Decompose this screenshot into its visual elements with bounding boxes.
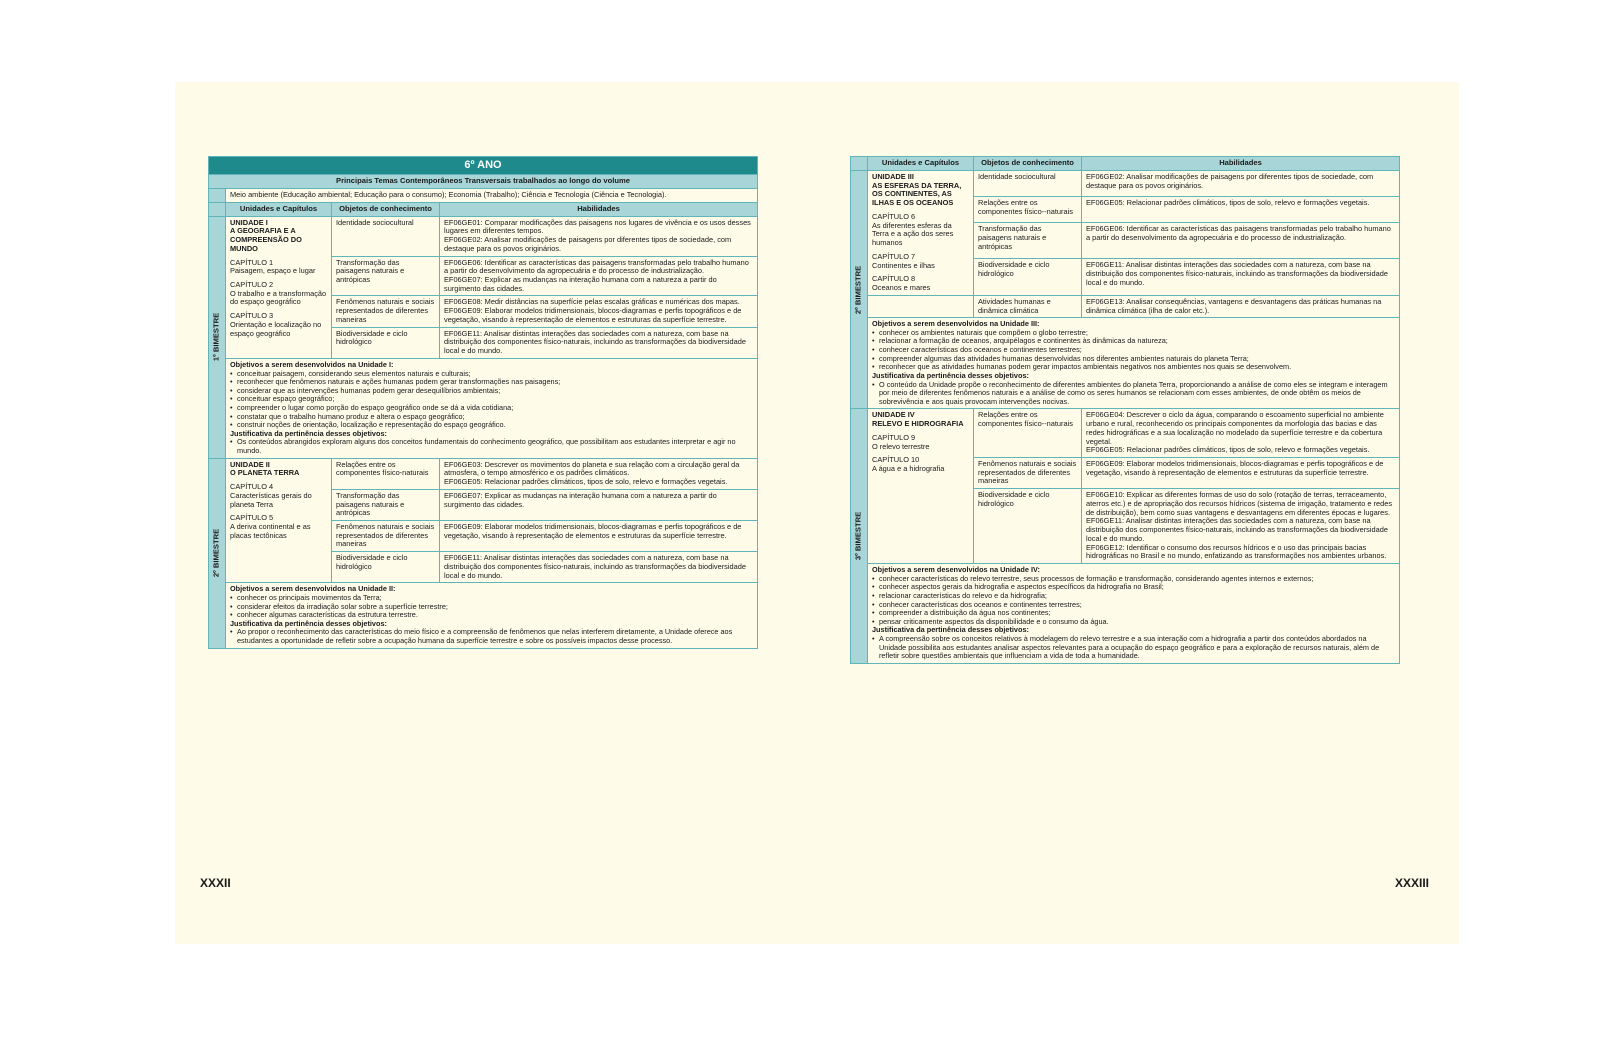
skill-text: EF06GE11: Analisar distintas interações das sociedades com a natureza, com base na distribuição dos componentes físico-naturais, incluindo as transformações da biodiversidade local e do mundo. xyxy=(444,328,746,356)
chapter-label: CAPÍTULO 2 xyxy=(230,280,274,290)
object-cell: Biodiversidade e ciclo hidrológico xyxy=(974,489,1082,564)
object-cell: Identidade sociocultural xyxy=(974,170,1082,196)
unit-name: RELEVO E HIDROGRAFIA xyxy=(872,419,964,429)
skill-text: EF06GE07: Explicar as mudanças na interação humana com a natureza a partir do surgimento das cidades. xyxy=(444,275,717,293)
chapter-name: Características gerais do planeta Terra xyxy=(230,490,312,509)
objectives-block xyxy=(868,564,1400,664)
objectives-list xyxy=(872,329,1395,372)
unit-cell-empty xyxy=(868,295,974,317)
unit-cell xyxy=(226,458,332,583)
objectives-title: Objetivos a serem desenvolvidos na Unidade II: xyxy=(230,584,396,594)
object-cell: Atividades humanas e dinâmica climática xyxy=(974,295,1082,317)
objective-item: • conhecer características dos oceanos e continentes terrestres; xyxy=(879,346,1395,355)
justification-text: • O conteúdo da Unidade propõe o reconhecimento de diferentes ambientes do planeta Terra, proporcionando a análise de como eles se integram e interagem por meio de diferentes fenômenos naturais e a análise de como os seres humanos se relacionam com esses ambientes, de onde obtêm os meios de sobrevivência e aos quais provocam intervenções nocivas. xyxy=(879,381,1395,407)
unit-name: AS ESFERAS DA TERRA, OS CONTINENTES, AS ILHAS E OS OCEANOS xyxy=(872,180,962,208)
objective-item: • conceituar espaço geográfico; xyxy=(237,395,753,404)
objectives-list xyxy=(230,594,753,620)
bimester-label xyxy=(209,458,226,648)
objective-item: • reconhecer que as atividades humanas podem gerar impactos ambientais negativos nos ambientes nos quais se desenvolvem. xyxy=(879,363,1395,372)
col-header-skills: Habilidades xyxy=(440,202,758,216)
justification-text: • Ao propor o reconhecimento das características do meio físico e a compreensão de fenômenos que nelas interferem diretamente, a Unidade oferece aos estudantes a oportunidade de refletir sobre a ocupação humana da superfície terrestre e sobre os possíveis impactos desse processo. xyxy=(237,628,753,645)
chapter-name: O relevo terrestre xyxy=(872,441,930,451)
bimester-text: 2º BIMESTRE xyxy=(211,528,221,578)
object-cell: Identidade sociocultural xyxy=(332,216,440,256)
objectives-title: Objetivos a serem desenvolvidos na Unidade I: xyxy=(230,359,394,369)
chapter-name: A deriva continental e as placas tectônicas xyxy=(230,522,311,540)
skill-text: EF06GE05: Relacionar padrões climáticos, tipos de solo, relevo e formações vegetais. xyxy=(1086,198,1370,208)
chapter-label: CAPÍTULO 8 xyxy=(872,274,916,284)
skills-cell xyxy=(440,256,758,296)
skill-text: EF06GE05: Relacionar padrões climáticos, tipos de solo, relevo e formações vegetais. xyxy=(1086,445,1370,455)
bimester-label xyxy=(209,216,226,458)
grade-title: 6º ANO xyxy=(209,157,758,175)
skill-text: EF06GE02: Analisar modificações de paisagens por diferentes tipos de sociedade, com destaque para os povos originários. xyxy=(1086,171,1374,190)
chapter-name: Paisagem, espaço e lugar xyxy=(230,266,316,276)
skill-text: EF06GE08: Medir distâncias na superfície pelas escalas gráficas e numéricas dos mapas. xyxy=(444,297,740,307)
skill-text: EF06GE04: Descrever o ciclo da água, comparando o escoamento superficial no ambiente urbano e rural, reconhecendo os principais componentes da morfologia das bacias e das redes hidrográficas e a sua localização no modelado da superfície terrestre e da cobertura vegetal. xyxy=(1086,410,1384,446)
object-cell: Transformação das paisagens naturais e antrópicas xyxy=(974,223,1082,259)
unit-title: UNIDADE III xyxy=(872,171,914,181)
skills-cell xyxy=(440,296,758,327)
chapter-label: CAPÍTULO 9 xyxy=(872,432,916,442)
objective-item: • compreender o lugar como porção do espaço geográfico onde se dá a vida cotidiana; xyxy=(237,404,753,413)
skill-text: EF06GE02: Analisar modificações de paisagens por diferentes tipos de sociedade, com destaque para os povos originários. xyxy=(444,235,732,253)
chapter-label: CAPÍTULO 3 xyxy=(230,311,274,321)
objective-item: • conhecer os ambientes naturais que compõem o globo terrestre; xyxy=(879,329,1395,338)
objective-item: • constatar que o trabalho humano produz e altera o espaço geográfico; xyxy=(237,413,753,422)
justification-text: • A compreensão sobre os conceitos relativos à modelagem do relevo terrestre e a sua interação com a hidrografia a partir dos conteúdos abordados na Unidade possibilita aos estudantes analisar aspectos relevantes para a ocupação do espaço geográfico e para a exploração de recursos naturais, além de refletir sobre questões ambientais que influenciam a vida de toda a humanidade. xyxy=(879,635,1395,661)
skills-cell xyxy=(440,552,758,583)
object-cell: Transformação das paisagens naturais e antrópicas xyxy=(332,489,440,520)
skill-text: EF06GE09: Elaborar modelos tridimensionais, blocos-diagramas e perfis topográficos e de vegetação, visando à representação de elementos e estruturas da superfície terrestre. xyxy=(444,522,742,540)
object-cell: Transformação das paisagens naturais e antrópicas xyxy=(332,256,440,296)
themes-subtitle: Principais Temas Contemporâneos Transversais trabalhados ao longo do volume xyxy=(209,174,758,188)
skills-cell xyxy=(1082,409,1400,458)
objectives-title: Objetivos a serem desenvolvidos na Unidade III: xyxy=(872,319,1040,329)
left-page xyxy=(175,82,817,944)
bimester-text: 1º BIMESTRE xyxy=(211,312,221,362)
chapter-name: As diferentes esferas da Terra e a ação dos seres humanos xyxy=(872,220,954,248)
objective-item: • reconhecer que fenômenos naturais e ações humanas podem gerar transformações nas paisagens; xyxy=(237,378,753,387)
skills-cell xyxy=(1082,197,1400,223)
book-spread xyxy=(175,82,1459,944)
chapter-name: A água e a hidrografia xyxy=(872,464,945,473)
skills-cell xyxy=(440,489,758,520)
object-cell: Fenômenos naturais e sociais representados de diferentes maneiras xyxy=(332,296,440,327)
page-number: XXXII xyxy=(200,876,231,890)
skills-cell xyxy=(440,521,758,552)
object-cell: Biodiversidade e ciclo hidrológico xyxy=(974,259,1082,295)
objective-item: • conhecer aspectos gerais da hidrografia e aspectos específicos da hidrografia no Brasil; xyxy=(879,583,1395,592)
chapter-label: CAPÍTULO 1 xyxy=(230,257,274,267)
skill-text: EF06GE12: Identificar o consumo dos recursos hídricos e o uso das principais bacias hidrográficas no Brasil e no mundo, enfatizando as transformações nos ambientes urbanos. xyxy=(1086,542,1387,561)
object-cell: Fenômenos naturais e sociais representados de diferentes maneiras xyxy=(332,521,440,552)
objectives-block xyxy=(226,358,758,458)
col-header-units: Unidades e Capítulos xyxy=(226,202,332,216)
objective-item: • compreender a distribuição da água nos continentes; xyxy=(879,609,1395,618)
skills-cell xyxy=(440,458,758,489)
right-curriculum-table xyxy=(850,156,1400,664)
skill-text: EF06GE03: Descrever os movimentos do planeta e sua relação com a circulação geral da atmosfera, o tempo atmosférico e os padrões climáticos. xyxy=(444,459,740,478)
col-header-objects: Objetos de conhecimento xyxy=(974,157,1082,171)
skill-text: EF06GE06: Identificar as características das paisagens transformadas pelo trabalho humano a partir do desenvolvimento da agropecuária e do processo de industrialização. xyxy=(1086,224,1391,242)
skill-text: EF06GE07: Explicar as mudanças na interação humana com a natureza a partir do surgimento das cidades. xyxy=(444,490,717,509)
page-number: XXXIII xyxy=(1394,876,1429,890)
skills-cell xyxy=(1082,458,1400,489)
chapter-label: CAPÍTULO 4 xyxy=(230,482,274,492)
objective-item: • conhecer algumas características da estrutura terrestre. xyxy=(237,611,753,620)
objective-item: • conceituar paisagem, considerando seus elementos naturais e culturais; xyxy=(237,370,753,379)
objective-item: • construir noções de orientação, localização e representação do espaço geográfico. xyxy=(237,421,753,430)
right-page xyxy=(817,82,1459,944)
justification-title: Justificativa da pertinência desses objetivos: xyxy=(230,428,387,438)
unit-title: UNIDADE IV xyxy=(872,410,915,420)
spacer-cell xyxy=(209,188,226,202)
object-cell: Relações entre os componentes físico-naturais xyxy=(332,458,440,489)
justification-title: Justificativa da pertinência desses objetivos: xyxy=(872,625,1029,635)
bimester-label xyxy=(851,170,868,408)
bimester-text: 2º BIMESTRE xyxy=(853,265,863,314)
left-curriculum-table xyxy=(208,156,758,649)
object-cell: Relações entre os componentes físico--naturais xyxy=(974,197,1082,223)
justification-title: Justificativa da pertinência desses objetivos: xyxy=(230,618,387,628)
skill-text: EF06GE11: Analisar distintas interações das sociedades com a natureza, com base na distribuição dos componentes físico-naturais, incluindo as transformações da biodiversidade local e do mundo. xyxy=(444,553,746,580)
chapter-name: Oceanos e mares xyxy=(872,283,931,293)
skill-text: EF06GE13: Analisar consequências, vantagens e desvantagens das práticas humanas na dinâmica climática (ilha de calor etc.). xyxy=(1086,296,1382,315)
spacer-cell xyxy=(851,157,868,171)
col-header-units: Unidades e Capítulos xyxy=(868,157,974,171)
objectives-list xyxy=(872,575,1395,627)
skills-cell xyxy=(1082,223,1400,259)
unit-cell xyxy=(868,170,974,295)
skills-cell xyxy=(440,327,758,358)
skills-cell xyxy=(1082,489,1400,564)
unit-title: UNIDADE I xyxy=(230,217,268,227)
unit-title: UNIDADE II xyxy=(230,459,270,469)
skill-text: EF06GE09: Elaborar modelos tridimensionais, blocos-diagramas e perfis topográficos e de vegetação, visando à representação de elementos e estruturas da superfície terrestre. xyxy=(1086,459,1384,477)
col-header-skills: Habilidades xyxy=(1082,157,1400,171)
skill-text: EF06GE01: Comparar modificações das paisagens nos lugares de vivência e os usos desses lugares em diferentes tempos. xyxy=(444,217,751,236)
chapter-name: Continentes e ilhas xyxy=(872,260,935,270)
skills-cell xyxy=(1082,295,1400,317)
skills-cell xyxy=(1082,259,1400,295)
justification-text: • Os conteúdos abrangidos exploram alguns dos conceitos fundamentais do conhecimento geográfico, que possibilitam aos estudantes interpretar e agir no mundo. xyxy=(237,438,753,455)
skill-text: EF06GE09: Elaborar modelos tridimensionais, blocos-diagramas e perfis topográficos e de vegetação, visando à representação de elementos e estruturas da superfície terrestre. xyxy=(444,306,742,324)
chapter-label: CAPÍTULO 10 xyxy=(872,455,920,465)
skill-text: EF06GE05: Relacionar padrões climáticos, tipos de solo, relevo e formações vegetais. xyxy=(444,477,728,487)
objective-item: • considerar efeitos da irradiação solar sobre a superfície terrestre; xyxy=(237,603,753,612)
objective-item: • considerar que as intervenções humanas podem gerar desequilíbrios ambientais; xyxy=(237,387,753,396)
chapter-label: CAPÍTULO 6 xyxy=(872,211,916,221)
skills-cell xyxy=(440,216,758,256)
chapter-name: Orientação e localização no espaço geográfico xyxy=(230,319,322,338)
objective-item: • relacionar características do relevo e da hidrografia; xyxy=(879,592,1395,601)
chapter-label: CAPÍTULO 5 xyxy=(230,513,274,523)
object-cell: Fenômenos naturais e sociais representados de diferentes maneiras xyxy=(974,458,1082,489)
objective-item: • conhecer características do relevo terrestre, seus processos de formação e transformação, considerando agentes internos e externos; xyxy=(879,575,1395,584)
objective-item: • relacionar a formação de oceanos, arquipélagos e continentes às dinâmicas da natureza; xyxy=(879,337,1395,346)
bimester-text: 3º BIMESTRE xyxy=(853,511,863,561)
objective-item: • compreender algumas das atividades humanas desenvolvidas nos diferentes ambientes naturais do planeta Terra; xyxy=(879,355,1395,364)
objectives-block xyxy=(226,583,758,648)
skill-text: EF06GE10: Explicar as diferentes formas de uso do solo (rotação de terras, terraceamento, aterros etc.) e de apropriação dos recursos hídricos (sistema de irrigação, tratamento e redes de distribuição), bem como suas vantagens e desvantagens em diferentes épocas e lugares. xyxy=(1086,490,1393,517)
chapter-label: CAPÍTULO 7 xyxy=(872,251,916,261)
justification-title: Justificativa da pertinência desses objetivos: xyxy=(872,370,1029,380)
objectives-block xyxy=(868,318,1400,409)
skills-cell xyxy=(1082,170,1400,196)
bimester-label xyxy=(851,409,868,663)
objective-item: • pensar criticamente aspectos da disponibilidade e o consumo da água. xyxy=(879,618,1395,627)
objective-item: • conhecer características dos oceanos e continentes terrestres; xyxy=(879,601,1395,610)
objective-item: • conhecer os principais movimentos da Terra; xyxy=(237,594,753,603)
object-cell: Biodiversidade e ciclo hidrológico xyxy=(332,327,440,358)
skill-text: EF06GE11: Analisar distintas interações das sociedades com a natureza, com base na distribuição dos componentes físico-naturais, incluindo as transformações da biodiversidade local e do mundo. xyxy=(1086,516,1388,543)
themes-text: Meio ambiente (Educação ambiental; Educação para o consumo); Economia (Trabalho); Ciência e Tecnologia (Ciência e Tecnologia). xyxy=(226,188,758,202)
object-cell: Biodiversidade e ciclo hidrológico xyxy=(332,552,440,583)
unit-name: O PLANETA TERRA xyxy=(230,468,300,478)
unit-name: A GEOGRAFIA E A COMPREENSÃO DO MUNDO xyxy=(230,226,302,253)
unit-cell xyxy=(868,409,974,564)
spacer-cell xyxy=(209,202,226,216)
col-header-objects: Objetos de conhecimento xyxy=(332,202,440,216)
objectives-list xyxy=(230,370,753,430)
skill-text: EF06GE06: Identificar as características das paisagens transformadas pelo trabalho humano a partir do desenvolvimento da agropecuária e do processo de industrialização. xyxy=(444,257,749,276)
chapter-name: O trabalho e a transformação do espaço geográfico xyxy=(230,288,327,307)
object-cell: Relações entre os componentes físico--naturais xyxy=(974,409,1082,458)
objectives-title: Objetivos a serem desenvolvidos na Unidade IV: xyxy=(872,565,1040,575)
unit-cell xyxy=(226,216,332,358)
skill-text: EF06GE11: Analisar distintas interações das sociedades com a natureza, com base na distribuição dos componentes físico-naturais, incluindo as transformações da biodiversidade local e do mundo. xyxy=(1086,260,1388,287)
